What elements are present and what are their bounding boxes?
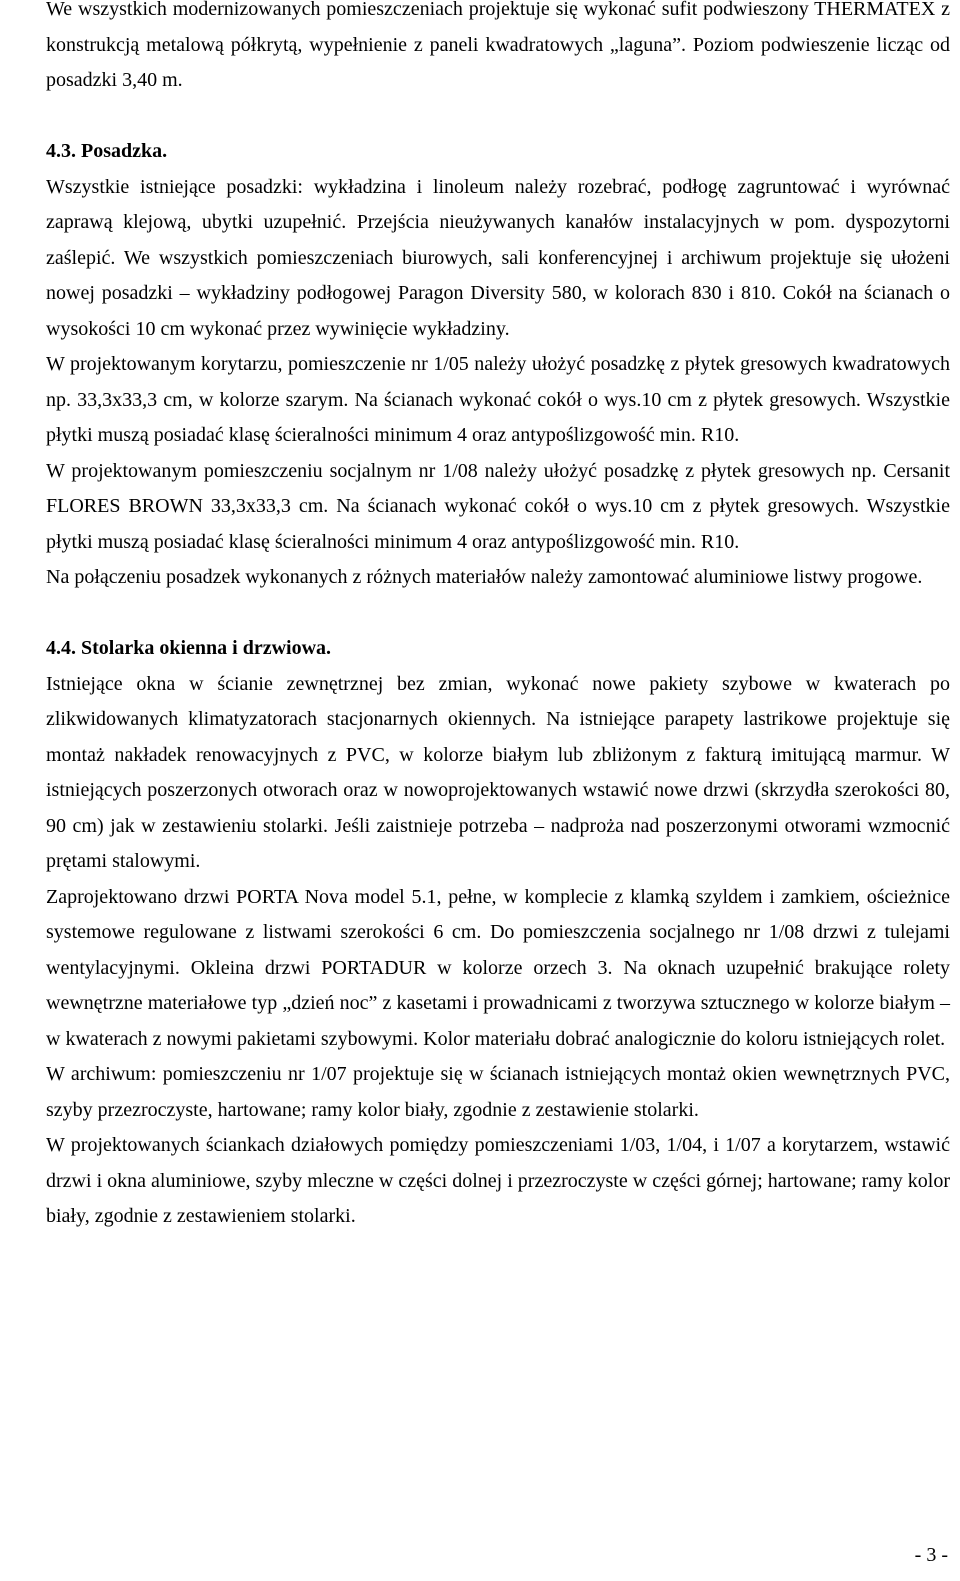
- page-number: - 3 -: [914, 1544, 948, 1566]
- section-heading-joinery: 4.4. Stolarka okienna i drzwiowa.: [46, 637, 332, 659]
- joinery-paragraph: W archiwum: pomieszczeniu nr 1/07 projektuje się w ścianach istniejących montaż okien wewnętrznych PVC, szyby przezroczyste, hartowane; ramy kolor biały, zgodnie z zestawienie stolarki.: [46, 1063, 950, 1121]
- floor-paragraph: Wszystkie istniejące posadzki: wykładzina i linoleum należy rozebrać, podłogę zagruntować i wyrównać zaprawą klejową, ubytki uzupełnić. Przejścia nieużywanych kanałów instalacyjnych w pom. dyspozytorni zaślepić. We wszystkich pomieszczeniach biurowych, sali konferencyjnej i archiwum projektuje się ułożeni nowej posadzki – wykładziny podłogowej Paragon Diversity 580, w kolorach 830 i 810. Cokół na ścianach o wysokości 10 cm wykonać przez wywinięcie wykładziny.: [46, 175, 950, 340]
- joinery-paragraph: Istniejące okna w ścianie zewnętrznej bez zmian, wykonać nowe pakiety szybowe w kwaterach po zlikwidowanych klimatyzatorach stacjonarnych okiennych. Na istniejące parapety lastrikowe projektuje się montaż nakładek renowacyjnych z PVC, w kolorze białym lub zbliżonym z fakturą imitującą marmur. W istniejących poszerzonych otworach oraz w nowoprojektowanych wstawić nowe drzwi (skrzydła szerokości 80, 90 cm) jak w zestawieniu stolarki. Jeśli zaistnieje potrzeba – nadproża nad poszerzonymi otworami wzmocnić prętami stalowymi.: [46, 672, 950, 872]
- joinery-paragraph: Zaprojektowano drzwi PORTA Nova model 5.1, pełne, w komplecie z klamką szyldem i zamkiem, ościeżnice systemowe regulowane z listwami szerokości 6 cm. Do pomieszczenia socjalnego nr 1/08 drzwi z tulejami wentylacyjnymi. Okleina drzwi PORTADUR w kolorze orzech 3. Na oknach uzupełnić brakujące rolety wewnętrzne materiałowe typ „dzień noc” z kasetami i prowadnicami z tworzywa sztucznego w kolorze białym – w kwaterach z nowymi pakietami szybowymi. Kolor materiału dobrać analogicznie do koloru istniejących rolet.: [46, 885, 950, 1050]
- floor-paragraph: W projektowanym pomieszczeniu socjalnym nr 1/08 należy ułożyć posadzkę z płytek gresowych np. Cersanit FLORES BROWN 33,3x33,3 cm. Na ścianach wykonać cokół o wys.10 cm z płytek gresowych. Wszystkie płytki muszą posiadać klasę ścieralności minimum 4 oraz antypoślizgowość min. R10.: [46, 459, 950, 553]
- section-gap: [46, 596, 950, 632]
- section-gap: [46, 99, 950, 135]
- joinery-paragraph: W projektowanych ściankach działowych pomiędzy pomieszczeniami 1/03, 1/04, i 1/07 a korytarzem, wstawić drzwi i okna aluminiowe, szyby mleczne w części dolnej i przezroczyste w części górnej; hartowane; ramy kolor biały, zgodnie z zestawieniem stolarki.: [46, 1134, 950, 1227]
- floor-paragraph: Na połączeniu posadzek wykonanych z różnych materiałów należy zamontować aluminiowe listwy progowe.: [46, 566, 923, 588]
- section-heading-floor: 4.3. Posadzka.: [46, 140, 168, 162]
- document-page: [46, 0, 950, 1235]
- floor-paragraph: W projektowanym korytarzu, pomieszczenie nr 1/05 należy ułożyć posadzkę z płytek gresowych kwadratowych np. 33,3x33,3 cm, w kolorze szarym. Na ścianach wykonać cokół o wys.10 cm z płytek gresowych. Wszystkie płytki muszą posiadać klasę ścieralności minimum 4 oraz antypoślizgowość min. R10.: [46, 353, 950, 446]
- intro-paragraph: We wszystkich modernizowanych pomieszczeniach projektuje się wykonać sufit podwieszony THERMATEX z konstrukcją metalową półkrytą, wypełnienie z paneli kwadratowych „laguna”. Poziom podwieszenie licząc od posadzki 3,40 m.: [46, 0, 950, 91]
